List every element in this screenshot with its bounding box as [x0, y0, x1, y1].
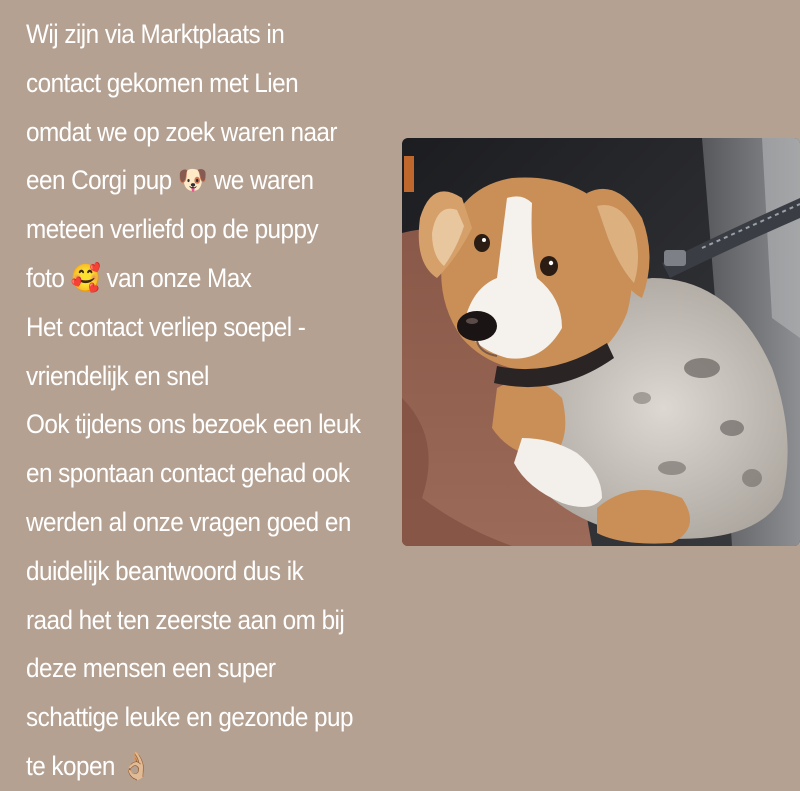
story-line: raad het ten zeerste aan om bij: [26, 604, 345, 635]
merle-spot: [633, 392, 651, 404]
story-line: duidelijk beantwoord dus ik: [26, 555, 304, 586]
story-line: omdat we op zoek waren naar: [26, 116, 337, 147]
story-line: foto 🥰 van onze Max: [26, 262, 252, 293]
eye-highlight: [549, 261, 553, 265]
story-line: en spontaan contact gehad ook: [26, 458, 350, 489]
story-line: schattige leuke en gezonde pup: [26, 702, 353, 733]
story-line: Wij zijn via Marktplaats in: [26, 19, 285, 49]
story-line: deze mensen een super: [26, 653, 276, 684]
car-detail: [404, 156, 414, 192]
story-line: Het contact verliep soepel -: [26, 311, 306, 342]
right-eye: [540, 256, 558, 276]
puppy-nose: [457, 311, 497, 341]
puppy-photo-illustration: [402, 138, 800, 546]
story-line: een Corgi pup 🐶 we waren: [26, 165, 314, 196]
story-line: contact gekomen met Lien: [26, 67, 299, 98]
story-line: werden al onze vragen goed en: [26, 506, 351, 537]
story-text: [26, 10, 386, 791]
left-eye: [474, 234, 490, 252]
merle-spot: [742, 469, 762, 487]
story-line: meteen verliefd op de puppy: [26, 214, 319, 245]
merle-spot: [658, 461, 686, 475]
story-line: te kopen 👌🏼: [26, 750, 151, 781]
merle-spot: [720, 420, 744, 436]
merle-spot: [684, 358, 720, 378]
story-line: Ook tijdens ons bezoek een leuk: [26, 409, 361, 440]
story-line: vriendelijk en snel: [26, 360, 209, 391]
eye-highlight: [482, 238, 486, 242]
nose-highlight: [466, 318, 478, 324]
corgi-puppy-photo: [402, 138, 800, 546]
leash-clip: [664, 250, 686, 266]
